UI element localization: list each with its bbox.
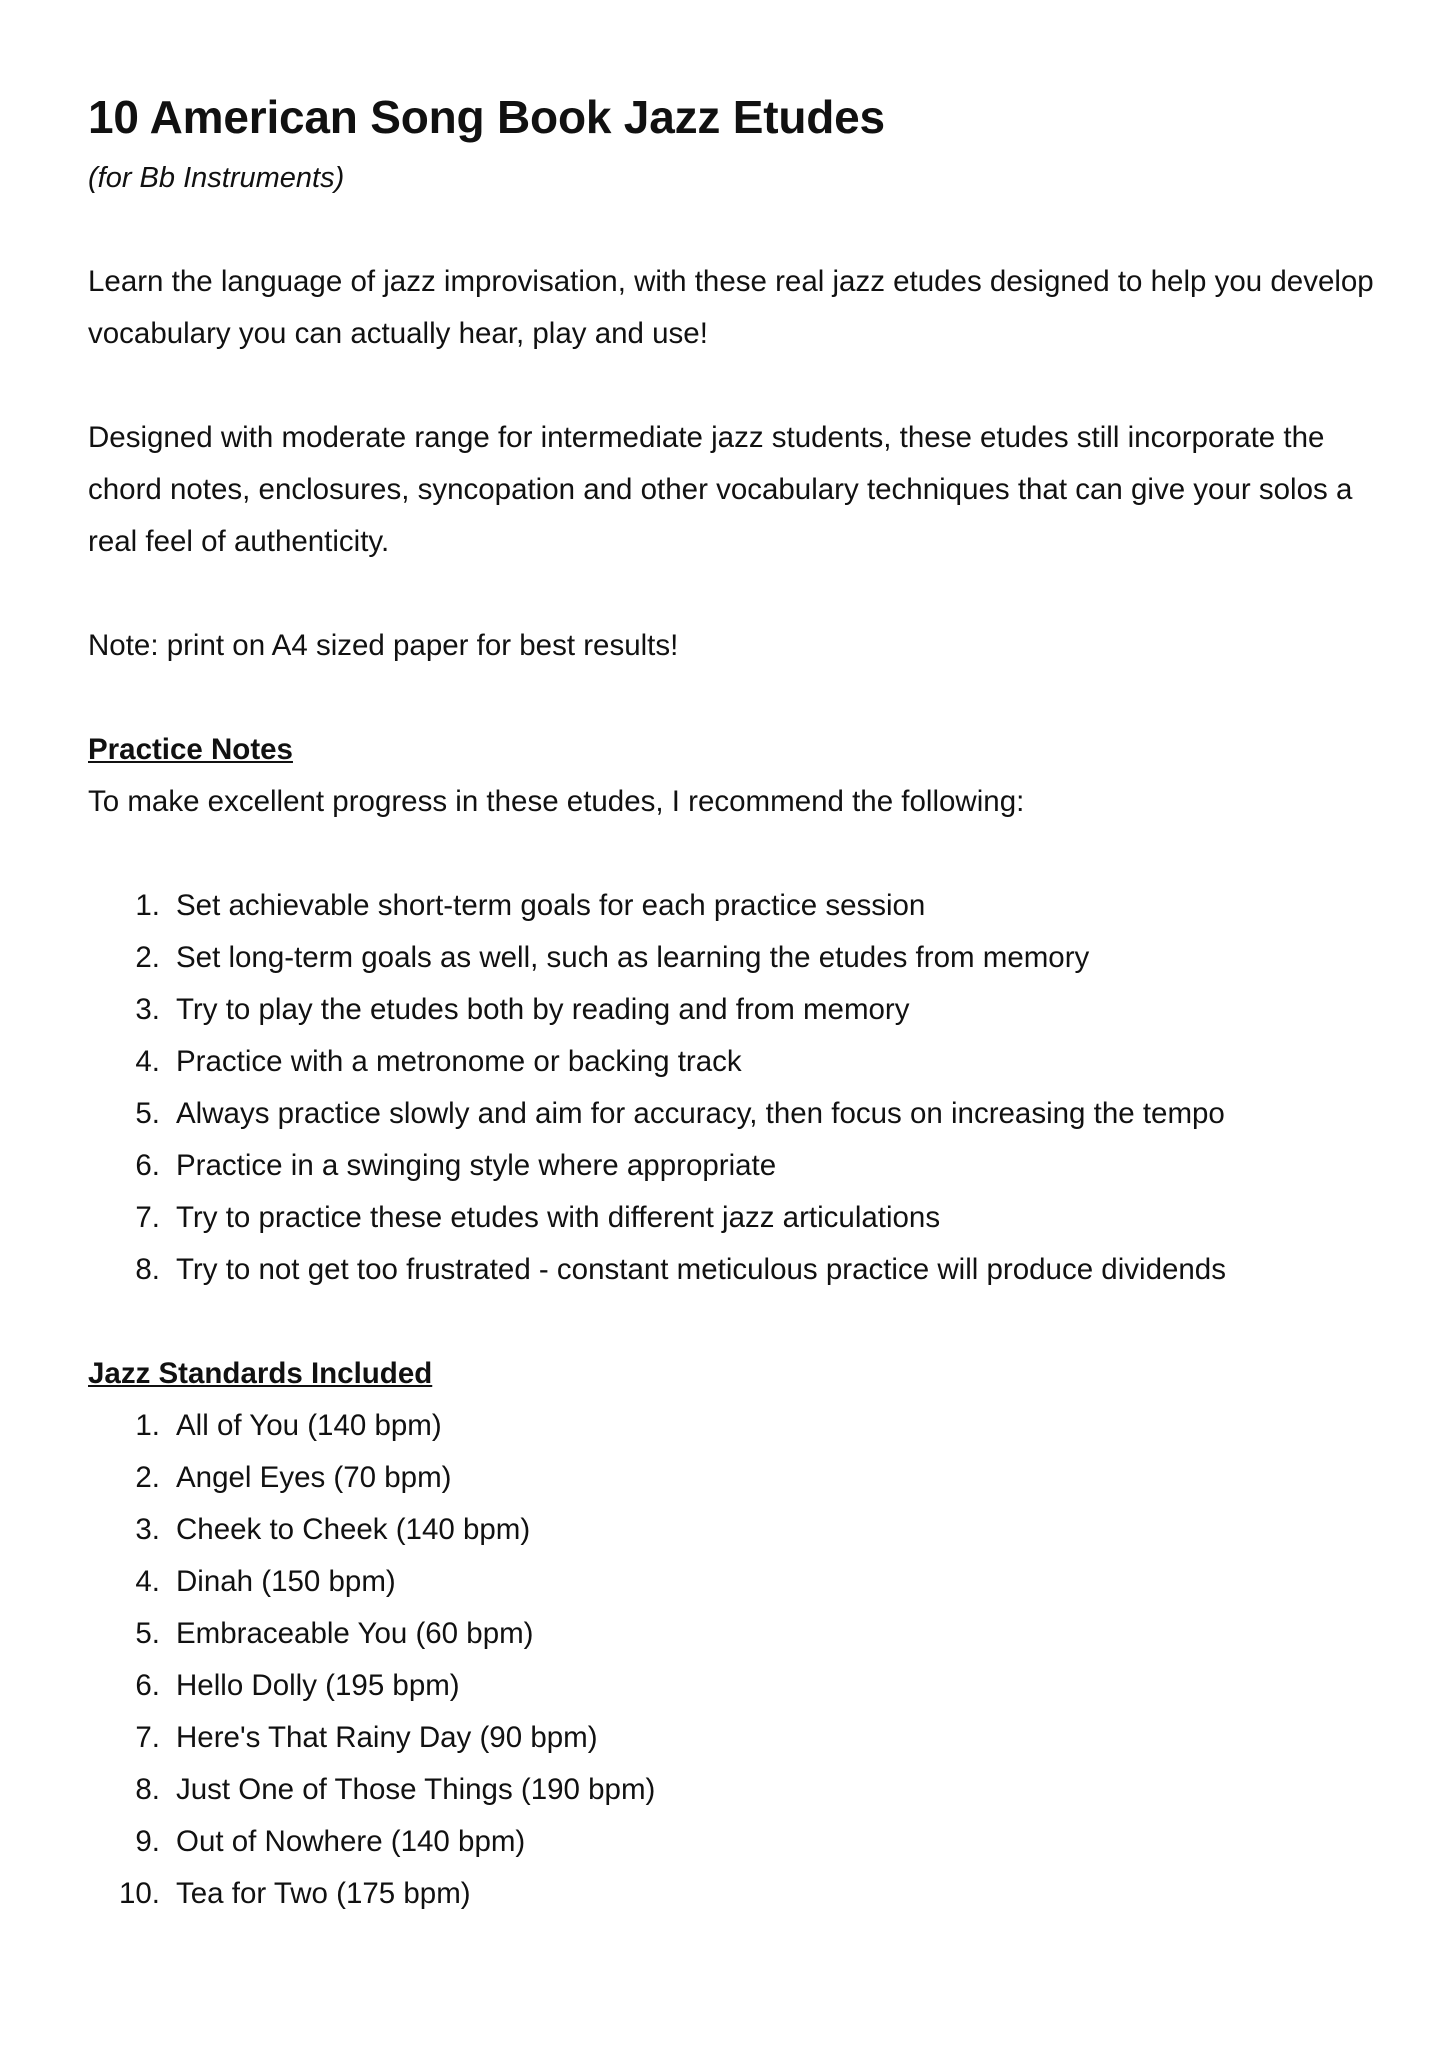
list-item-number: 1.: [135, 889, 160, 922]
list-item-text: All of You (140 bpm): [176, 1409, 442, 1442]
practice-notes-list: [88, 880, 1388, 1296]
list-item: [88, 1088, 1388, 1140]
list-item-text: Try to play the etudes both by reading and from memory: [176, 993, 910, 1026]
list-item: [88, 1608, 1388, 1660]
list-item: [88, 880, 1388, 932]
list-item-text: Try to not get too frustrated - constant meticulous practice will produce dividends: [176, 1253, 1226, 1286]
description-paragraph: Designed with moderate range for intermediate jazz students, these etudes still incorporate the chord notes, enclosures, syncopation and other vocabulary techniques that can give your solos a real feel of authenticity.: [88, 421, 1353, 558]
list-item-number: 5.: [135, 1097, 160, 1130]
list-item-number: 8.: [135, 1773, 160, 1806]
list-item: [88, 1504, 1388, 1556]
list-item-number: 3.: [135, 1513, 160, 1546]
list-item-text: Hello Dolly (195 bpm): [176, 1669, 460, 1702]
document-subtitle: (for Bb Instruments): [88, 162, 345, 194]
practice-notes-intro: To make excellent progress in these etudes, I recommend the following:: [88, 785, 1025, 818]
list-item-text: Always practice slowly and aim for accuracy, then focus on increasing the tempo: [176, 1097, 1225, 1130]
list-item-number: 2.: [135, 1461, 160, 1494]
list-item-number: 8.: [135, 1253, 160, 1286]
list-item-text: Just One of Those Things (190 bpm): [176, 1773, 656, 1806]
list-item: [88, 1868, 1388, 1920]
list-item-text: Here's That Rainy Day (90 bpm): [176, 1721, 598, 1754]
practice-notes-heading: Practice Notes: [88, 733, 293, 766]
list-item-text: Tea for Two (175 bpm): [176, 1877, 471, 1910]
document-page: [88, 82, 1388, 1920]
list-item-text: Cheek to Cheek (140 bpm): [176, 1513, 531, 1546]
list-item-text: Try to practice these etudes with different jazz articulations: [176, 1201, 941, 1234]
list-item-number: 4.: [135, 1045, 160, 1078]
list-item-text: Practice with a metronome or backing track: [176, 1045, 742, 1078]
list-item-number: 4.: [135, 1565, 160, 1598]
list-item-number: 7.: [135, 1201, 160, 1234]
list-item: [88, 1244, 1388, 1296]
list-item-text: Angel Eyes (70 bpm): [176, 1461, 452, 1494]
list-item: [88, 1192, 1388, 1244]
list-item-number: 10.: [118, 1877, 160, 1910]
jazz-standards-section: [88, 1348, 1388, 1920]
list-item-text: Out of Nowhere (140 bpm): [176, 1825, 526, 1858]
list-item: [88, 1764, 1388, 1816]
document-title: 10 American Song Book Jazz Etudes: [88, 91, 885, 143]
list-item-number: 2.: [135, 941, 160, 974]
practice-notes-section: [88, 724, 1388, 1296]
list-item: [88, 1400, 1388, 1452]
list-item: [88, 1712, 1388, 1764]
list-item-number: 6.: [135, 1149, 160, 1182]
intro-paragraph: Learn the language of jazz improvisation, with these real jazz etudes designed to help you develop vocabulary you can actually hear, play and use!: [88, 265, 1374, 350]
jazz-standards-list: [88, 1400, 1388, 1920]
list-item: [88, 1556, 1388, 1608]
list-item: [88, 1816, 1388, 1868]
jazz-standards-heading: Jazz Standards Included: [88, 1357, 433, 1390]
list-item: [88, 984, 1388, 1036]
list-item-text: Set achievable short-term goals for each practice session: [176, 889, 926, 922]
list-item-number: 6.: [135, 1669, 160, 1702]
list-item-number: 3.: [135, 993, 160, 1026]
list-item-number: 1.: [135, 1409, 160, 1442]
list-item: [88, 1036, 1388, 1088]
list-item: [88, 1452, 1388, 1504]
list-item-number: 9.: [135, 1825, 160, 1858]
list-item-text: Embraceable You (60 bpm): [176, 1617, 534, 1650]
print-note-paragraph: Note: print on A4 sized paper for best results!: [88, 629, 679, 662]
list-item-number: 5.: [135, 1617, 160, 1650]
list-item-text: Practice in a swinging style where appropriate: [176, 1149, 777, 1182]
list-item-text: Set long-term goals as well, such as learning the etudes from memory: [176, 941, 1090, 974]
list-item: [88, 1660, 1388, 1712]
list-item-number: 7.: [135, 1721, 160, 1754]
list-item-text: Dinah (150 bpm): [176, 1565, 396, 1598]
list-item: [88, 932, 1388, 984]
list-item: [88, 1140, 1388, 1192]
